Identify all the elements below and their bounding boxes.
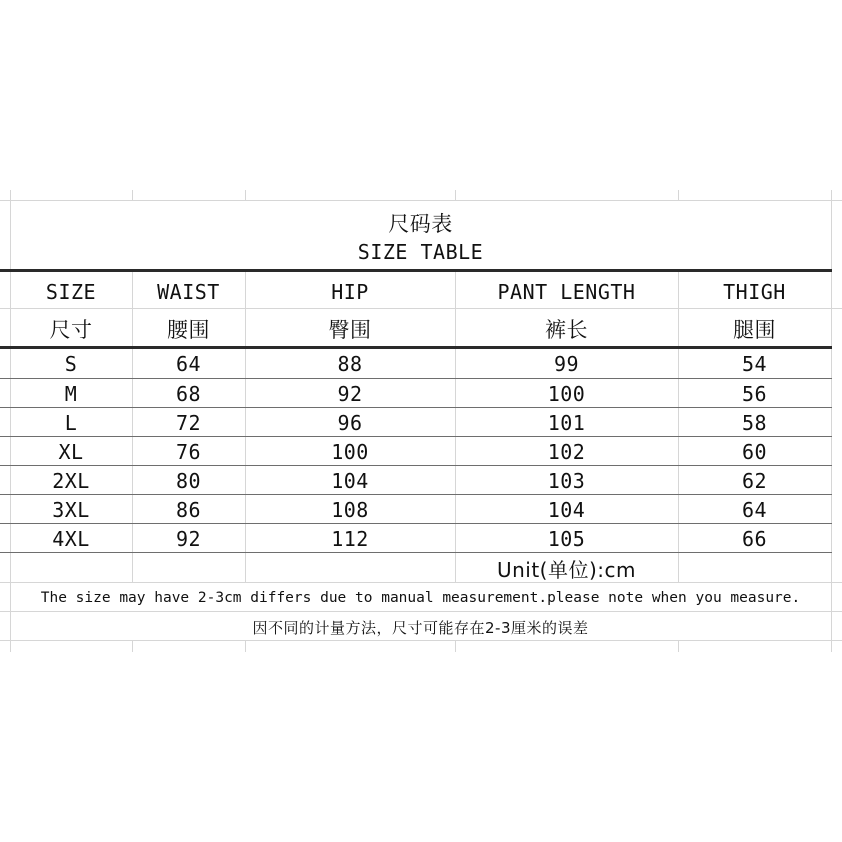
waist-cell: 86 [175, 498, 202, 522]
thigh-cell: 62 [741, 469, 768, 493]
pant-length-cell: 103 [547, 469, 586, 493]
pant-length-cell: 99 [553, 352, 580, 376]
column-header-waist: WAIST [157, 280, 220, 304]
grid-line [678, 190, 679, 200]
size-cell: S [64, 352, 78, 376]
grid-line [245, 190, 246, 200]
grid-line [132, 190, 133, 200]
column-header-waist-cn: 腰围 [167, 318, 210, 342]
grid-line [245, 640, 246, 652]
header-rule [0, 346, 832, 349]
thigh-cell: 66 [741, 527, 768, 551]
pant-length-cell: 101 [547, 411, 586, 435]
column-header-size: SIZE [45, 280, 97, 304]
waist-cell: 92 [175, 527, 202, 551]
hip-cell: 104 [331, 469, 369, 493]
hip-cell: 96 [337, 411, 363, 435]
grid-line [0, 200, 842, 201]
waist-cell: 68 [175, 382, 202, 406]
pant-length-cell: 100 [547, 382, 586, 406]
column-header-pant-length: PANT LENGTH [497, 280, 636, 304]
size-cell: 4XL [52, 527, 90, 551]
grid-line [455, 190, 456, 200]
measurement-note-en: The size may have 2-3cm differs due to manual measurement.please note when you measure. [40, 590, 801, 606]
row-rule [0, 378, 832, 379]
waist-cell: 64 [175, 352, 202, 376]
size-cell: M [64, 382, 78, 406]
waist-cell: 76 [175, 440, 202, 464]
size-cell: 2XL [52, 469, 90, 493]
column-header-pant-length-cn: 裤长 [545, 318, 588, 342]
size-cell: 3XL [52, 498, 90, 522]
column-header-size-cn: 尺寸 [49, 318, 93, 342]
thigh-cell: 56 [741, 382, 768, 406]
thigh-cell: 64 [741, 498, 768, 522]
size-cell: L [64, 411, 78, 435]
grid-line [0, 582, 842, 583]
pant-length-cell: 104 [547, 498, 586, 522]
column-header-hip-cn: 臀围 [328, 318, 372, 342]
size-cell: XL [58, 440, 84, 464]
thigh-cell: 58 [741, 411, 768, 435]
thigh-cell: 54 [741, 352, 768, 376]
column-header-thigh: THIGH [723, 280, 786, 304]
header-rule [0, 269, 832, 272]
grid-line [132, 640, 133, 652]
thigh-cell: 60 [741, 440, 768, 464]
table-title-cn: 尺码表 [388, 212, 453, 236]
pant-length-cell: 105 [547, 527, 586, 551]
hip-cell: 112 [331, 527, 369, 551]
column-header-thigh-cn: 腿围 [733, 318, 776, 342]
waist-cell: 80 [175, 469, 202, 493]
unit-note: Unit(单位):cm [496, 558, 637, 582]
grid-line [0, 308, 842, 309]
waist-cell: 72 [175, 411, 202, 435]
measurement-note-cn: 因不同的计量方法，尺寸可能存在2-3厘米的误差 [252, 618, 589, 637]
grid-line [455, 640, 456, 652]
table-title-en: SIZE TABLE [357, 240, 484, 264]
hip-cell: 100 [331, 440, 369, 464]
hip-cell: 108 [331, 498, 369, 522]
pant-length-cell: 102 [547, 440, 586, 464]
column-header-hip: HIP [331, 280, 369, 304]
hip-cell: 92 [337, 382, 363, 406]
hip-cell: 88 [337, 352, 363, 376]
grid-line [678, 640, 679, 652]
